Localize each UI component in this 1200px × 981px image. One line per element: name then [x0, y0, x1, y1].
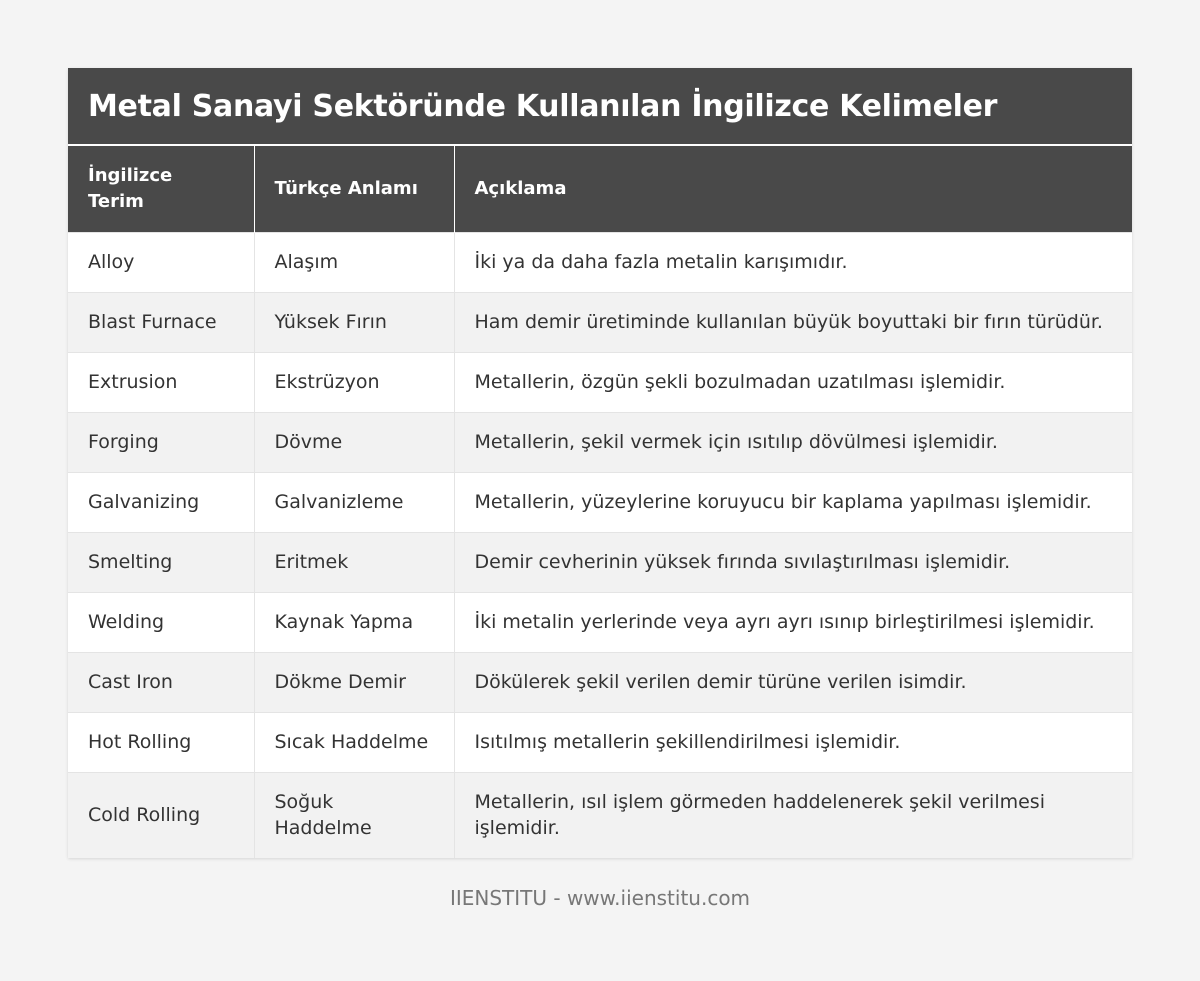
vocabulary-card [68, 68, 1132, 858]
description-cell: Metallerin, yüzeylerine koruyucu bir kaplama yapılması işlemidir. [454, 472, 1132, 532]
table-row [68, 232, 1132, 292]
term-cell: Cast Iron [68, 652, 254, 712]
meaning-cell: Dövme [254, 412, 454, 472]
term-cell: Extrusion [68, 352, 254, 412]
meaning-cell: Eritmek [254, 532, 454, 592]
meaning-cell: Alaşım [254, 232, 454, 292]
description-cell: Demir cevherinin yüksek fırında sıvılaştırılması işlemidir. [454, 532, 1132, 592]
term-cell: Cold Rolling [68, 772, 254, 858]
term-cell: Blast Furnace [68, 292, 254, 352]
table-row [68, 352, 1132, 412]
term-cell: Smelting [68, 532, 254, 592]
table-row [68, 532, 1132, 592]
table-header-row [68, 145, 1132, 232]
table-row [68, 712, 1132, 772]
description-cell: Dökülerek şekil verilen demir türüne verilen isimdir. [454, 652, 1132, 712]
title-bar [68, 68, 1132, 144]
column-header-meaning: Türkçe Anlamı [254, 145, 454, 232]
footer-credit: IIENSTITU - www.iienstitu.com [449, 886, 751, 910]
description-cell: Metallerin, ısıl işlem görmeden haddelenerek şekil verilmesi işlemidir. [454, 772, 1132, 858]
meaning-cell: Ekstrüzyon [254, 352, 454, 412]
meaning-cell: Kaynak Yapma [254, 592, 454, 652]
term-cell: Alloy [68, 232, 254, 292]
table-row [68, 772, 1132, 858]
meaning-cell: Sıcak Haddelme [254, 712, 454, 772]
meaning-cell: Soğuk Haddelme [254, 772, 454, 858]
table-row [68, 592, 1132, 652]
vocabulary-table [68, 144, 1132, 858]
description-cell: Isıtılmış metallerin şekillendirilmesi işlemidir. [454, 712, 1132, 772]
term-cell: Forging [68, 412, 254, 472]
description-cell: İki metalin yerlerinde veya ayrı ayrı ısınıp birleştirilmesi işlemidir. [454, 592, 1132, 652]
term-cell: Galvanizing [68, 472, 254, 532]
column-header-term: İngilizce Terim [68, 145, 254, 232]
page-title: Metal Sanayi Sektöründe Kullanılan İngilizce Kelimeler [88, 88, 998, 124]
description-cell: Metallerin, özgün şekli bozulmadan uzatılması işlemidir. [454, 352, 1132, 412]
meaning-cell: Yüksek Fırın [254, 292, 454, 352]
term-cell: Hot Rolling [68, 712, 254, 772]
table-row [68, 412, 1132, 472]
description-cell: İki ya da daha fazla metalin karışımıdır. [454, 232, 1132, 292]
meaning-cell: Dökme Demir [254, 652, 454, 712]
table-row [68, 292, 1132, 352]
description-cell: Metallerin, şekil vermek için ısıtılıp dövülmesi işlemidir. [454, 412, 1132, 472]
table-row [68, 652, 1132, 712]
term-cell: Welding [68, 592, 254, 652]
column-header-description: Açıklama [454, 145, 1132, 232]
meaning-cell: Galvanizleme [254, 472, 454, 532]
table-row [68, 472, 1132, 532]
description-cell: Ham demir üretiminde kullanılan büyük boyuttaki bir fırın türüdür. [454, 292, 1132, 352]
